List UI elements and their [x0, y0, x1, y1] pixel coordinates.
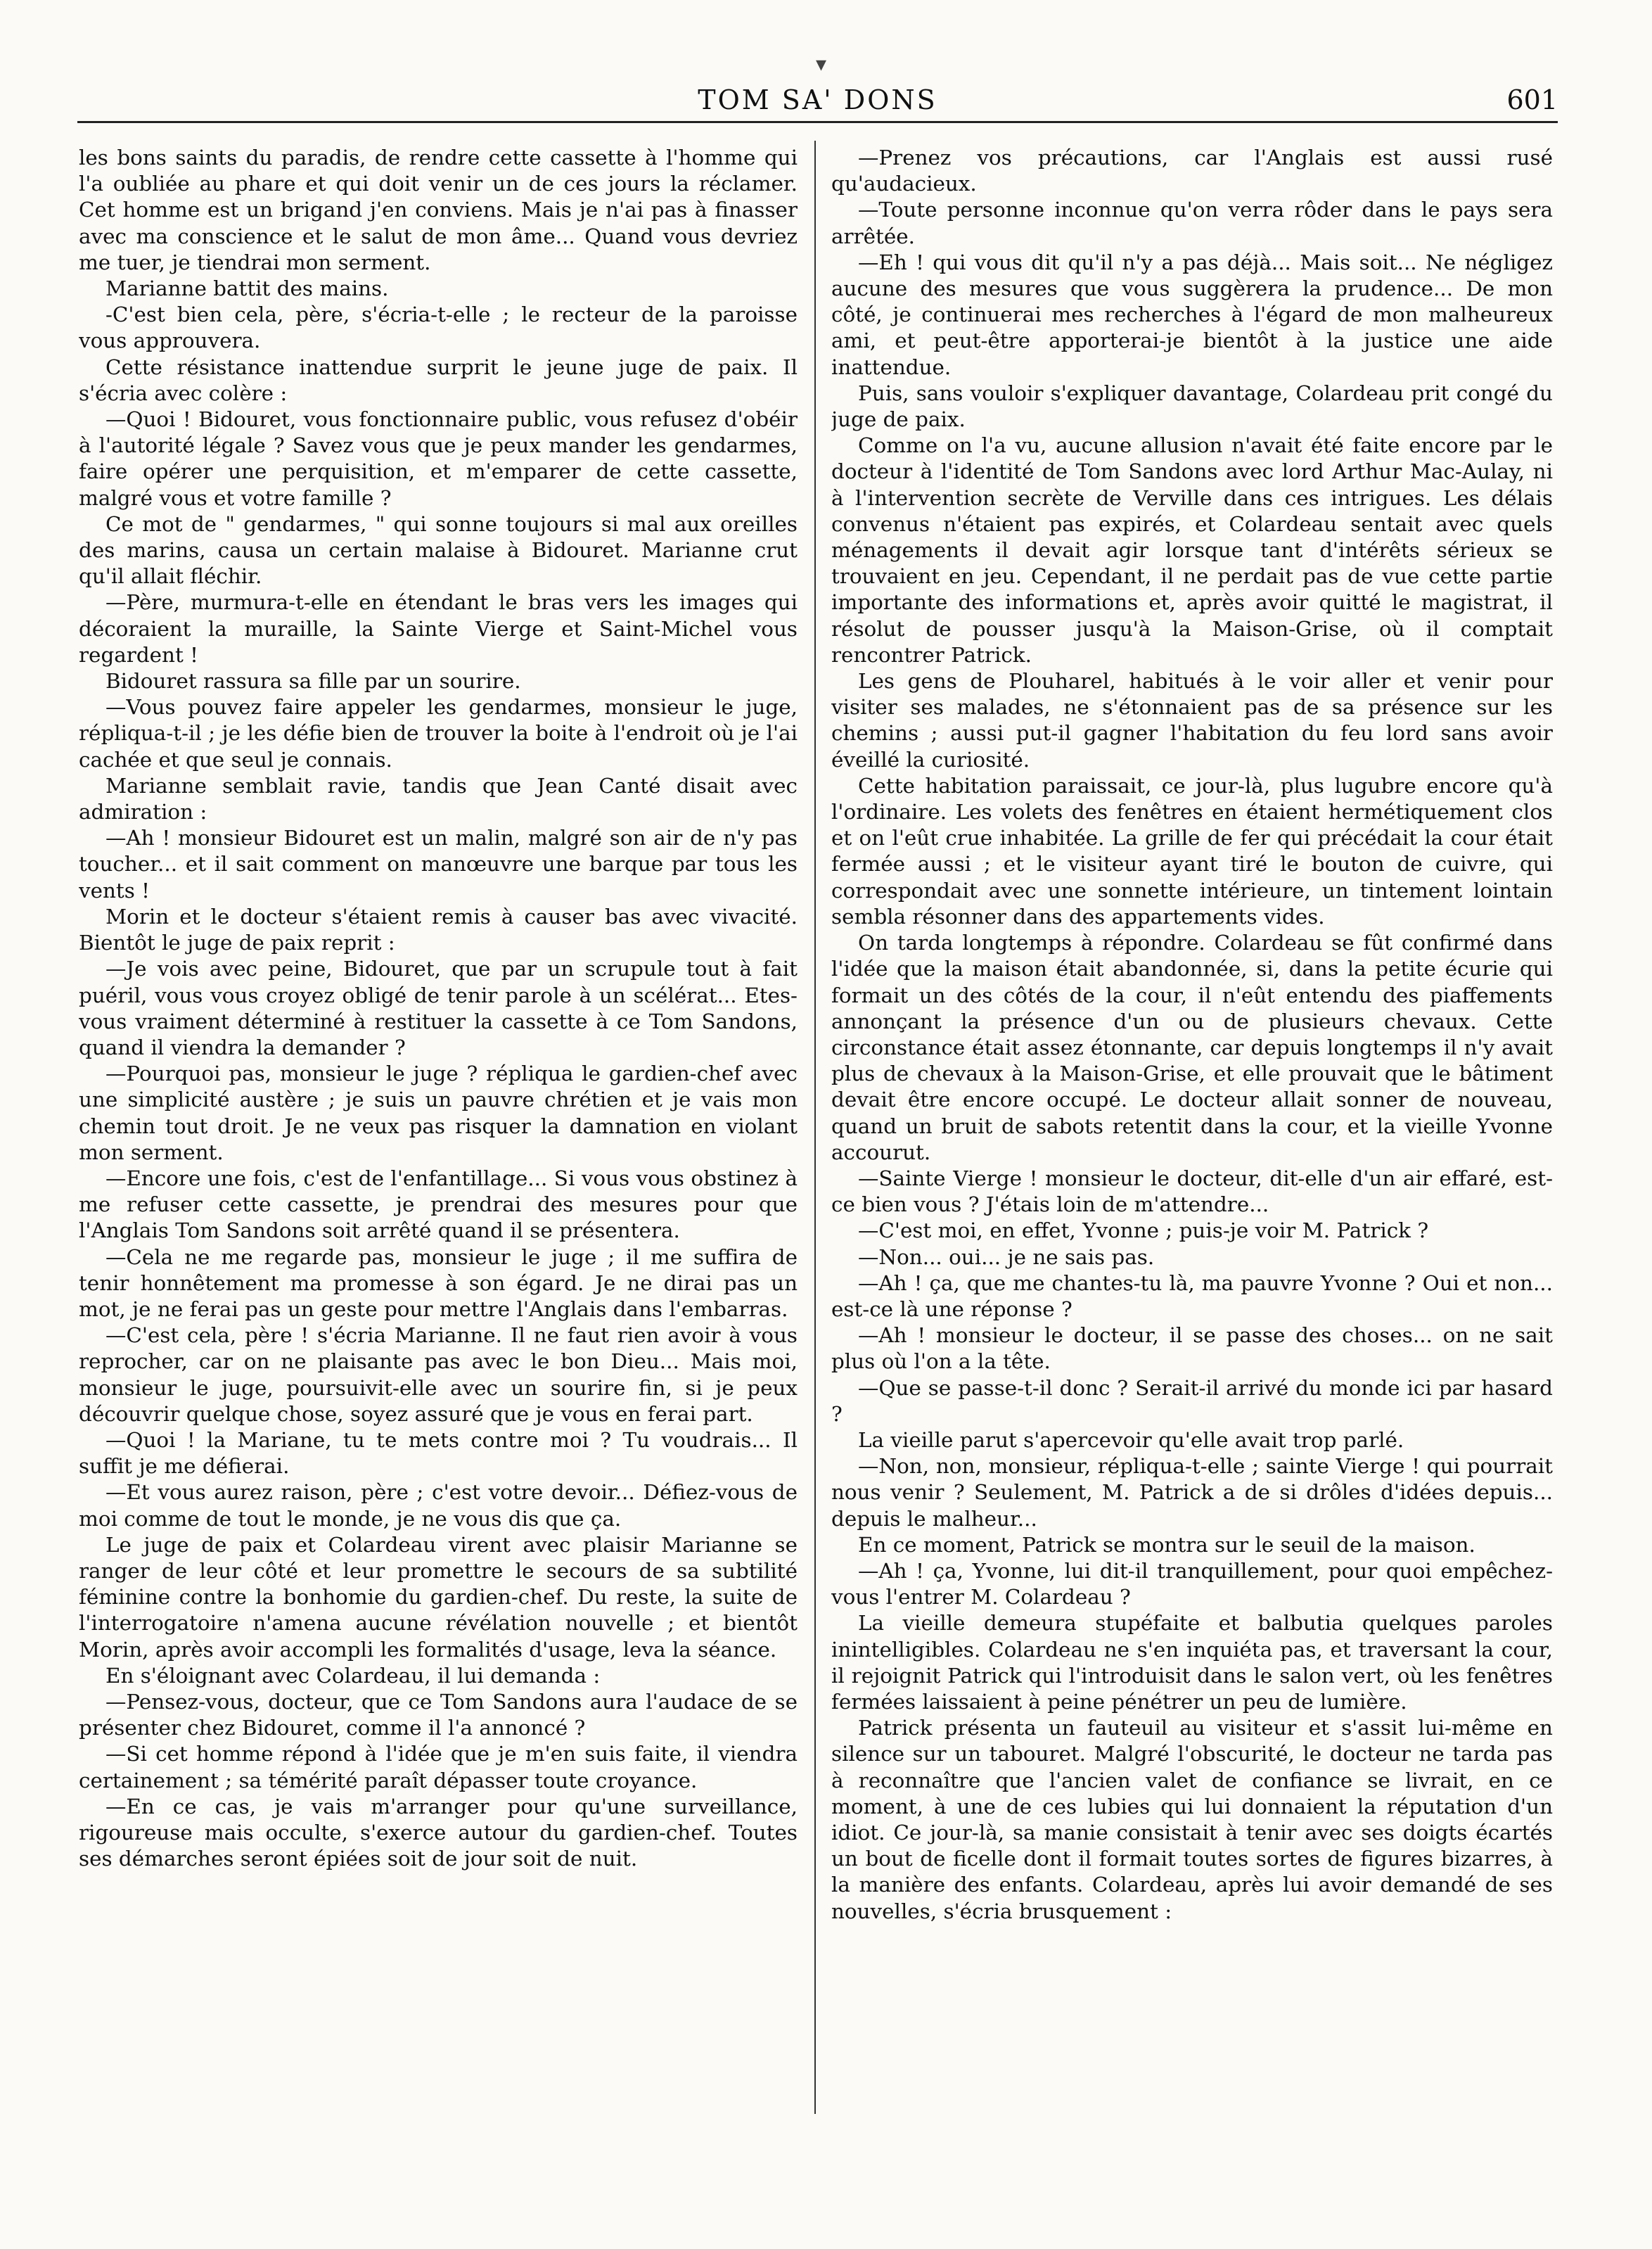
paragraph: —Je vois avec peine, Bidouret, que par un scrupule tout à fait puéril, vous vous croyez obligé de tenir parole à un scélérat... Etes-vous vraiment déterminé à restituer la cassette à ce Tom Sandons, quand il viendra la demander ? [79, 957, 798, 1059]
paragraph: —Eh ! qui vous dit qu'il n'y a pas déjà... Mais soit... Ne négligez aucune des mesures que vous suggèrera la prudence... De mon côté, je continuerai mes recherches à l'égard de mon malheureux ami, et peut-être apporterai-je bientôt à la justice une aide inattendue. [831, 250, 1553, 379]
page-number: 601 [1506, 84, 1558, 115]
paragraph: -C'est bien cela, père, s'écria-t-elle ; le recteur de la paroisse vous approuvera. [79, 302, 798, 353]
print-speck: ▾ [816, 52, 827, 77]
paragraph: —Et vous aurez raison, père ; c'est votre devoir... Défiez-vous de moi comme de tout le monde, je ne vous dis que ça. [79, 1480, 798, 1531]
paragraph: —Ah ! monsieur le docteur, il se passe des choses... on ne sait plus où l'on a la tête. [831, 1323, 1553, 1374]
paragraph: Cette habitation paraissait, ce jour-là, plus lugubre encore qu'à l'ordinaire. Les volets des fenêtres en étaient hermétiquement clos et on l'eût crue inhabitée. La grille de fer qui précédait la cour était fermée aussi ; et le visiteur ayant tiré le bouton de cuivre, qui correspondait avec une sonnette intérieure, un tintement lointain sembla résonner dans des appartements vides. [831, 773, 1553, 929]
paragraph: Marianne semblait ravie, tandis que Jean Canté disait avec admiration : [79, 773, 798, 824]
paragraph: —C'est moi, en effet, Yvonne ; puis-je voir M. Patrick ? [858, 1218, 1429, 1243]
paragraph: —Ah ! monsieur Bidouret est un malin, malgré son air de n'y pas toucher... et il sait comment on manœuvre une barque par tous les vents ! [79, 826, 798, 903]
paragraph: La vieille demeura stupéfaite et balbutia quelques paroles inintelligibles. Colardeau ne s'en inquiéta pas, et traversant la cour, il rejoignit Patrick qui l'introduisit dans le salon vert, où les fenêtres fermées laissaient à peine pénétrer un peu de lumière. [831, 1611, 1553, 1714]
paragraph: Cette résistance inattendue surprit le jeune juge de paix. Il s'écria avec colère : [79, 355, 798, 405]
paragraph: —Que se passe-t-il donc ? Serait-il arrivé du monde ici par hasard ? [831, 1375, 1553, 1426]
paragraph: Ce mot de " gendarmes, " qui sonne toujours si mal aux oreilles des marins, causa un certain malaise à Bidouret. Marianne crut qu'il allait fléchir. [79, 511, 798, 589]
paragraph: Comme on l'a vu, aucune allusion n'avait été faite encore par le docteur à l'identité de Tom Sandons avec lord Arthur Mac-Aulay, ni à l'intervention secrète de Verville dans ces intrigues. Les délais convenus n'étaient pas expirés, et Colardeau sentait avec quels ménagements il devait agir lorsque tant d'intérêts sérieux se trouvaient en jeu. Cependant, il ne perdait pas de vue cette partie importante des informations et, après avoir quitté le magistrat, il résolut de pousser jusqu'à la Maison-Grise, où il comptait rencontrer Patrick. [831, 433, 1553, 667]
paragraph: —Père, murmura-t-elle en étendant le bras vers les images qui décoraient la muraille, la Sainte Vierge et Saint-Michel vous regardent ! [79, 590, 798, 667]
paragraph: Bidouret rassura sa fille par un sourire. [105, 669, 521, 694]
paragraph: —Encore une fois, c'est de l'enfantillage... Si vous vous obstinez à me refuser cette cassette, je prendrai des mesures pour que l'Anglais Tom Sandons soit arrêté quand il se présentera. [79, 1166, 798, 1243]
paragraph: —Ah ! ça, Yvonne, lui dit-il tranquillement, pour quoi empêchez-vous l'entrer M. Colardeau ? [831, 1558, 1553, 1610]
paragraph: En s'éloignant avec Colardeau, il lui demanda : [105, 1663, 601, 1688]
paragraph: Puis, sans vouloir s'expliquer davantage, Colardeau prit congé du juge de paix. [831, 381, 1553, 432]
paragraph: Le juge de paix et Colardeau virent avec plaisir Marianne se ranger de leur côté et leur promettre le secours de sa subtilité féminine contre la bonhomie du gardien-chef. Du reste, la suite de l'interrogatoire n'amena aucune révélation nouvelle ; et bientôt Morin, après avoir accompli les formalités d'usage, leva la séance. [79, 1532, 798, 1662]
paragraph: —Non, non, monsieur, répliqua-t-elle ; sainte Vierge ! qui pourrait nous venir ? Seulement, M. Patrick a de si drôles d'idées depuis... depuis le malheur... [831, 1454, 1553, 1531]
paragraph: les bons saints du paradis, de rendre cette cassette à l'homme qui l'a oubliée au phare et qui doit venir un de ces jours la réclamer. Cet homme est un brigand j'en conviens. Mais je n'ai pas à finasser avec ma conscience et le salut de mon âme... Quand vous devriez me tuer, je tiendrai mon serment. [79, 146, 798, 274]
paragraph: —Vous pouvez faire appeler les gendarmes, monsieur le juge, répliqua-t-il ; je les défie bien de trouver la boite à l'endroit où je l'ai cachée et que seul je connais. [79, 695, 798, 772]
paragraph: La vieille parut s'apercevoir qu'elle avait trop parlé. [858, 1427, 1404, 1452]
column-divider [814, 141, 816, 2114]
paragraph: Morin et le docteur s'étaient remis à causer bas avec vivacité. Bientôt le juge de paix reprit : [79, 904, 798, 955]
paragraph: Les gens de Plouharel, habitués à le voir aller et venir pour visiter ses malades, ne s'étonnaient pas de sa présence sur les chemins ; aussi put-il gagner l'habitation du feu lord sans avoir éveillé la curiosité. [831, 669, 1553, 772]
paragraph: —Pourquoi pas, monsieur le juge ? répliqua le gardien-chef avec une simplicité austère ; je suis un pauvre chrétien et je vais mon chemin tout droit. Je ne veux pas risquer la damnation en violant mon serment. [79, 1062, 798, 1164]
paragraph: —Toute personne inconnue qu'on verra rôder dans le pays sera arrêtée. [831, 198, 1553, 248]
paragraph: —Non... oui... je ne sais pas. [858, 1244, 1155, 1269]
paragraph: —Ah ! ça, que me chantes-tu là, ma pauvre Yvonne ? Oui et non... est-ce là une réponse ? [831, 1270, 1553, 1321]
paragraph: En ce moment, Patrick se montra sur le seuil de la maison. [858, 1532, 1475, 1557]
paragraph: —Si cet homme répond à l'idée que je m'en suis faite, il viendra certainement ; sa témérité paraît dépasser toute croyance. [79, 1742, 798, 1792]
paragraph: —En ce cas, je vais m'arranger pour qu'une surveillance, rigoureuse mais occulte, s'exerce autour du gardien-chef. Toutes ses démarches seront épiées soit de jour soit de nuit. [79, 1794, 798, 1871]
page-header [77, 79, 1558, 123]
paragraph: —Cela ne me regarde pas, monsieur le juge ; il me suffira de tenir honnêtement ma promesse à son égard. Je ne dirai pas un mot, je ne ferai pas un geste pour mettre l'Anglais dans l'embarras. [79, 1244, 798, 1321]
running-title: TOM SA' DONS [698, 84, 937, 115]
paragraph: Marianne battit des mains. [105, 276, 389, 301]
paragraph: —Quoi ! la Mariane, tu te mets contre moi ? Tu voudrais... Il suffit je me défierai. [79, 1427, 798, 1479]
paragraph: Patrick présenta un fauteuil au visiteur et s'assit lui-même en silence sur un tabouret. Malgré l'obscurité, le docteur ne tarda pas à reconnaître que l'ancien valet de confiance se livrait, en ce moment, à une de ces lubies qui lui donnaient la réputation d'un idiot. Ce jour-là, sa manie consistait à tenir avec ses doigts écartés un bout de ficelle dont il formait toutes sortes de figures bizarres, à la manière des enfants. Colardeau, après lui avoir demandé de ses nouvelles, s'écria brusquement : [831, 1716, 1553, 1923]
paragraph: On tarda longtemps à répondre. Colardeau se fût confirmé dans l'idée que la maison était abandonnée, si, dans la petite écurie qui formait un des côtés de la cour, il n'eût entendu des piaffements annonçant la présence d'un ou de plusieurs chevaux. Cette circonstance était assez étonnante, car depuis longtemps il n'y avait plus de chevaux à la Maison-Grise, et elle prouvait que le bâtiment devait être encore occupé. Le docteur allait sonner de nouveau, quand un bruit de sabots retentit dans la cour, et la vieille Yvonne accourut. [831, 931, 1553, 1164]
paragraph: —Quoi ! Bidouret, vous fonctionnaire public, vous refusez d'obéir à l'autorité légale ? Savez vous que je peux mander les gendarmes, faire opérer une perquisition, et m'emparer de cette cassette, malgré vous et votre famille ? [79, 407, 798, 510]
paragraph: —C'est cela, père ! s'écria Marianne. Il ne faut rien avoir à vous reprocher, car on ne plaisante pas avec le bon Dieu... Mais moi, monsieur le juge, poursuivit-elle avec un sourire fin, si je peux découvrir quelque chose, soyez assuré que je vous en ferai part. [79, 1323, 798, 1426]
right-column [831, 145, 1553, 2115]
left-column [79, 145, 798, 2115]
paragraph: —Prenez vos précautions, car l'Anglais est aussi rusé qu'audacieux. [831, 146, 1553, 196]
paragraph: —Pensez-vous, docteur, que ce Tom Sandons aura l'audace de se présenter chez Bidouret, comme il l'a annoncé ? [79, 1689, 798, 1740]
paragraph: —Sainte Vierge ! monsieur le docteur, dit-elle d'un air effaré, est-ce bien vous ? J'étais loin de m'attendre... [831, 1166, 1553, 1217]
